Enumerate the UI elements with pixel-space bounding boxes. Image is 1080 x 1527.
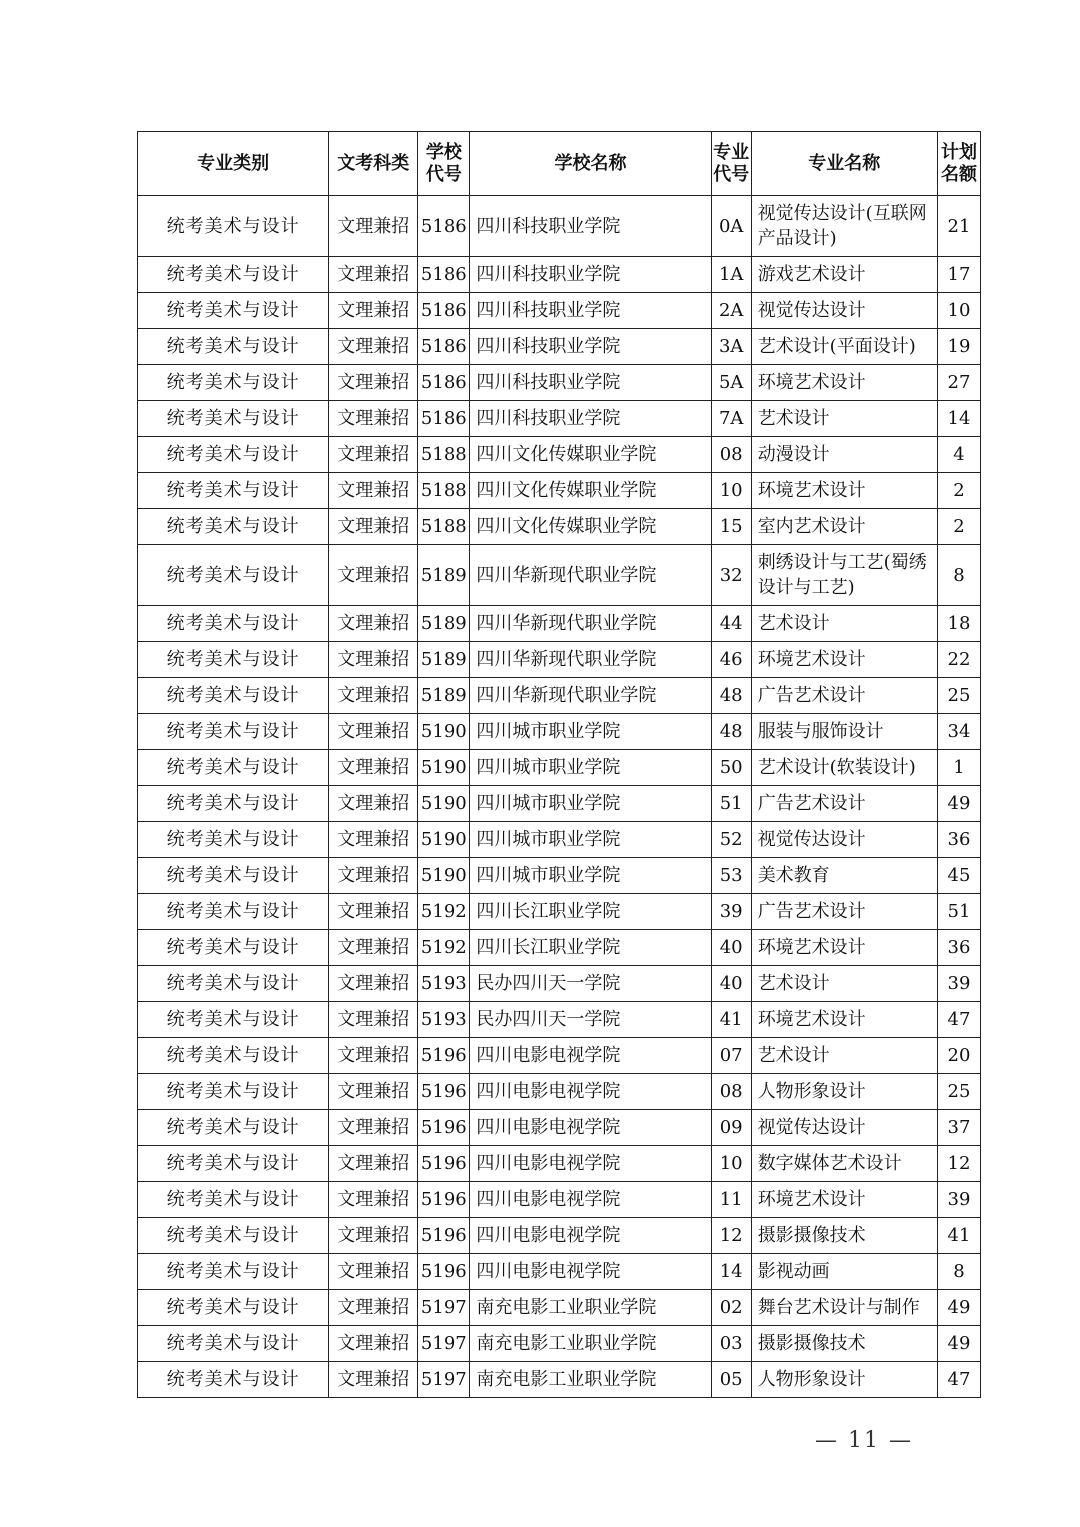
cell-school-code: 5196 xyxy=(418,1146,470,1182)
cell-subject: 文理兼招 xyxy=(329,714,418,750)
cell-school-code: 5190 xyxy=(418,858,470,894)
cell-quota: 14 xyxy=(937,401,980,437)
cell-quota: 25 xyxy=(937,1074,980,1110)
cell-school-name: 四川城市职业学院 xyxy=(470,822,711,858)
cell-category: 统考美术与设计 xyxy=(138,365,329,401)
table-row xyxy=(138,365,981,401)
cell-major-code: 48 xyxy=(711,714,751,750)
cell-quota: 8 xyxy=(937,545,980,606)
cell-category: 统考美术与设计 xyxy=(138,678,329,714)
cell-major-code: 32 xyxy=(711,545,751,606)
cell-subject: 文理兼招 xyxy=(329,545,418,606)
cell-school-name: 四川科技职业学院 xyxy=(470,401,711,437)
cell-category: 统考美术与设计 xyxy=(138,894,329,930)
cell-category: 统考美术与设计 xyxy=(138,750,329,786)
cell-major-code: 7A xyxy=(711,401,751,437)
header-major-code-text: 专业代号 xyxy=(713,141,750,185)
cell-major-code: 41 xyxy=(711,1002,751,1038)
cell-major-name: 刺绣设计与工艺(蜀绣设计与工艺) xyxy=(751,545,937,606)
cell-subject: 文理兼招 xyxy=(329,786,418,822)
cell-quota: 27 xyxy=(937,365,980,401)
cell-school-code: 5188 xyxy=(418,509,470,545)
table-row xyxy=(138,509,981,545)
cell-school-code: 5192 xyxy=(418,930,470,966)
cell-category: 统考美术与设计 xyxy=(138,1326,329,1362)
cell-major-name: 动漫设计 xyxy=(751,437,937,473)
cell-quota: 37 xyxy=(937,1110,980,1146)
cell-school-name: 四川长江职业学院 xyxy=(470,930,711,966)
cell-subject: 文理兼招 xyxy=(329,894,418,930)
cell-subject: 文理兼招 xyxy=(329,1074,418,1110)
cell-school-code: 5188 xyxy=(418,437,470,473)
cell-major-code: 08 xyxy=(711,1074,751,1110)
cell-category: 统考美术与设计 xyxy=(138,1218,329,1254)
cell-subject: 文理兼招 xyxy=(329,606,418,642)
cell-major-code: 15 xyxy=(711,509,751,545)
cell-school-name: 四川城市职业学院 xyxy=(470,786,711,822)
cell-major-name: 视觉传达设计 xyxy=(751,822,937,858)
cell-category: 统考美术与设计 xyxy=(138,606,329,642)
header-subject: 文考科类 xyxy=(329,132,418,196)
cell-major-name: 舞台艺术设计与制作 xyxy=(751,1290,937,1326)
cell-category: 统考美术与设计 xyxy=(138,642,329,678)
cell-school-code: 5197 xyxy=(418,1290,470,1326)
cell-major-name: 美术教育 xyxy=(751,858,937,894)
table-row xyxy=(138,437,981,473)
cell-major-name: 环境艺术设计 xyxy=(751,1182,937,1218)
cell-school-name: 四川科技职业学院 xyxy=(470,257,711,293)
cell-category: 统考美术与设计 xyxy=(138,293,329,329)
cell-major-name: 视觉传达设计(互联网产品设计) xyxy=(751,196,937,257)
table-header-row xyxy=(138,132,981,196)
cell-major-code: 48 xyxy=(711,678,751,714)
cell-major-name: 室内艺术设计 xyxy=(751,509,937,545)
cell-quota: 49 xyxy=(937,1326,980,1362)
cell-quota: 47 xyxy=(937,1362,980,1398)
cell-category: 统考美术与设计 xyxy=(138,509,329,545)
cell-major-name: 环境艺术设计 xyxy=(751,930,937,966)
cell-category: 统考美术与设计 xyxy=(138,786,329,822)
table-row xyxy=(138,606,981,642)
cell-subject: 文理兼招 xyxy=(329,329,418,365)
cell-subject: 文理兼招 xyxy=(329,1146,418,1182)
cell-category: 统考美术与设计 xyxy=(138,329,329,365)
cell-quota: 41 xyxy=(937,1218,980,1254)
cell-category: 统考美术与设计 xyxy=(138,930,329,966)
cell-quota: 10 xyxy=(937,293,980,329)
cell-major-name: 环境艺术设计 xyxy=(751,1002,937,1038)
table-row xyxy=(138,1326,981,1362)
cell-subject: 文理兼招 xyxy=(329,966,418,1002)
cell-subject: 文理兼招 xyxy=(329,257,418,293)
header-major-code xyxy=(711,132,751,196)
cell-school-code: 5186 xyxy=(418,257,470,293)
cell-quota: 17 xyxy=(937,257,980,293)
cell-quota: 51 xyxy=(937,894,980,930)
cell-school-name: 四川电影电视学院 xyxy=(470,1254,711,1290)
cell-school-code: 5189 xyxy=(418,678,470,714)
header-major-name: 专业名称 xyxy=(751,132,937,196)
cell-school-code: 5197 xyxy=(418,1362,470,1398)
cell-subject: 文理兼招 xyxy=(329,1038,418,1074)
cell-major-code: 02 xyxy=(711,1290,751,1326)
cell-major-name: 艺术设计(平面设计) xyxy=(751,329,937,365)
cell-quota: 36 xyxy=(937,822,980,858)
cell-major-code: 52 xyxy=(711,822,751,858)
cell-school-name: 四川电影电视学院 xyxy=(470,1110,711,1146)
cell-school-name: 民办四川天一学院 xyxy=(470,966,711,1002)
cell-category: 统考美术与设计 xyxy=(138,196,329,257)
cell-school-name: 四川电影电视学院 xyxy=(470,1146,711,1182)
cell-major-name: 视觉传达设计 xyxy=(751,1110,937,1146)
cell-quota: 25 xyxy=(937,678,980,714)
cell-school-name: 四川科技职业学院 xyxy=(470,196,711,257)
cell-major-name: 广告艺术设计 xyxy=(751,678,937,714)
cell-subject: 文理兼招 xyxy=(329,930,418,966)
cell-school-code: 5190 xyxy=(418,714,470,750)
cell-subject: 文理兼招 xyxy=(329,401,418,437)
cell-major-name: 艺术设计(软装设计) xyxy=(751,750,937,786)
cell-school-name: 四川华新现代职业学院 xyxy=(470,545,711,606)
table-row xyxy=(138,1038,981,1074)
cell-quota: 2 xyxy=(937,509,980,545)
cell-major-name: 摄影摄像技术 xyxy=(751,1218,937,1254)
cell-school-code: 5196 xyxy=(418,1074,470,1110)
cell-major-code: 10 xyxy=(711,473,751,509)
table-row xyxy=(138,473,981,509)
cell-subject: 文理兼招 xyxy=(329,437,418,473)
cell-major-code: 12 xyxy=(711,1218,751,1254)
cell-subject: 文理兼招 xyxy=(329,1362,418,1398)
cell-quota: 21 xyxy=(937,196,980,257)
cell-major-code: 07 xyxy=(711,1038,751,1074)
cell-major-code: 2A xyxy=(711,293,751,329)
header-school-code xyxy=(418,132,470,196)
table-row xyxy=(138,257,981,293)
cell-category: 统考美术与设计 xyxy=(138,1038,329,1074)
cell-subject: 文理兼招 xyxy=(329,678,418,714)
table-row xyxy=(138,1002,981,1038)
cell-quota: 47 xyxy=(937,1002,980,1038)
cell-subject: 文理兼招 xyxy=(329,642,418,678)
cell-quota: 4 xyxy=(937,437,980,473)
cell-school-code: 5189 xyxy=(418,545,470,606)
cell-school-code: 5196 xyxy=(418,1110,470,1146)
cell-category: 统考美术与设计 xyxy=(138,1110,329,1146)
cell-major-code: 51 xyxy=(711,786,751,822)
cell-school-name: 四川文化传媒职业学院 xyxy=(470,473,711,509)
cell-major-name: 广告艺术设计 xyxy=(751,894,937,930)
table-row xyxy=(138,329,981,365)
table-row xyxy=(138,750,981,786)
cell-school-code: 5197 xyxy=(418,1326,470,1362)
table-row xyxy=(138,545,981,606)
cell-major-code: 50 xyxy=(711,750,751,786)
cell-school-name: 民办四川天一学院 xyxy=(470,1002,711,1038)
cell-major-code: 40 xyxy=(711,930,751,966)
cell-major-name: 艺术设计 xyxy=(751,966,937,1002)
cell-school-name: 四川华新现代职业学院 xyxy=(470,642,711,678)
cell-school-code: 5190 xyxy=(418,822,470,858)
cell-subject: 文理兼招 xyxy=(329,822,418,858)
cell-quota: 36 xyxy=(937,930,980,966)
cell-subject: 文理兼招 xyxy=(329,1290,418,1326)
cell-school-code: 5186 xyxy=(418,293,470,329)
header-school-name: 学校名称 xyxy=(470,132,711,196)
table-row xyxy=(138,1074,981,1110)
cell-school-code: 5192 xyxy=(418,894,470,930)
header-quota xyxy=(937,132,980,196)
table-row xyxy=(138,822,981,858)
cell-major-name: 艺术设计 xyxy=(751,1038,937,1074)
cell-subject: 文理兼招 xyxy=(329,365,418,401)
cell-major-code: 3A xyxy=(711,329,751,365)
cell-school-code: 5190 xyxy=(418,750,470,786)
cell-school-code: 5189 xyxy=(418,606,470,642)
header-category: 专业类别 xyxy=(138,132,329,196)
cell-major-name: 数字媒体艺术设计 xyxy=(751,1146,937,1182)
cell-school-name: 四川城市职业学院 xyxy=(470,714,711,750)
cell-subject: 文理兼招 xyxy=(329,196,418,257)
cell-school-code: 5196 xyxy=(418,1038,470,1074)
cell-category: 统考美术与设计 xyxy=(138,1362,329,1398)
table-row xyxy=(138,858,981,894)
cell-school-code: 5189 xyxy=(418,642,470,678)
cell-subject: 文理兼招 xyxy=(329,1110,418,1146)
header-quota-text: 计划名额 xyxy=(940,141,977,185)
table-row xyxy=(138,1362,981,1398)
cell-subject: 文理兼招 xyxy=(329,1002,418,1038)
cell-major-code: 10 xyxy=(711,1146,751,1182)
cell-quota: 1 xyxy=(937,750,980,786)
cell-quota: 45 xyxy=(937,858,980,894)
cell-major-code: 46 xyxy=(711,642,751,678)
cell-major-code: 1A xyxy=(711,257,751,293)
cell-school-code: 5196 xyxy=(418,1254,470,1290)
table-row xyxy=(138,894,981,930)
cell-school-name: 四川城市职业学院 xyxy=(470,858,711,894)
cell-school-code: 5193 xyxy=(418,1002,470,1038)
cell-major-name: 环境艺术设计 xyxy=(751,473,937,509)
cell-category: 统考美术与设计 xyxy=(138,714,329,750)
cell-major-name: 人物形象设计 xyxy=(751,1362,937,1398)
cell-subject: 文理兼招 xyxy=(329,1254,418,1290)
cell-major-name: 游戏艺术设计 xyxy=(751,257,937,293)
cell-subject: 文理兼招 xyxy=(329,293,418,329)
cell-school-name: 四川城市职业学院 xyxy=(470,750,711,786)
cell-school-code: 5186 xyxy=(418,329,470,365)
table-row xyxy=(138,1110,981,1146)
cell-major-code: 08 xyxy=(711,437,751,473)
cell-major-name: 视觉传达设计 xyxy=(751,293,937,329)
cell-category: 统考美术与设计 xyxy=(138,1074,329,1110)
cell-school-code: 5186 xyxy=(418,365,470,401)
table-row xyxy=(138,1146,981,1182)
cell-school-name: 四川电影电视学院 xyxy=(470,1074,711,1110)
cell-category: 统考美术与设计 xyxy=(138,1146,329,1182)
cell-subject: 文理兼招 xyxy=(329,1218,418,1254)
page-number: — 11 — xyxy=(815,1428,913,1453)
cell-school-code: 5190 xyxy=(418,786,470,822)
cell-major-code: 53 xyxy=(711,858,751,894)
cell-major-code: 40 xyxy=(711,966,751,1002)
cell-subject: 文理兼招 xyxy=(329,509,418,545)
table-row xyxy=(138,1290,981,1326)
cell-quota: 34 xyxy=(937,714,980,750)
cell-subject: 文理兼招 xyxy=(329,1326,418,1362)
cell-category: 统考美术与设计 xyxy=(138,437,329,473)
cell-category: 统考美术与设计 xyxy=(138,545,329,606)
table-body xyxy=(138,196,981,1398)
cell-subject: 文理兼招 xyxy=(329,1182,418,1218)
table-row xyxy=(138,196,981,257)
table-row xyxy=(138,1218,981,1254)
table-row xyxy=(138,786,981,822)
cell-major-code: 14 xyxy=(711,1254,751,1290)
enrollment-plan-table xyxy=(137,131,981,1398)
cell-school-name: 四川文化传媒职业学院 xyxy=(470,509,711,545)
cell-major-code: 05 xyxy=(711,1362,751,1398)
cell-school-name: 四川科技职业学院 xyxy=(470,329,711,365)
header-school-code-text: 学校代号 xyxy=(425,141,462,185)
cell-category: 统考美术与设计 xyxy=(138,966,329,1002)
cell-quota: 39 xyxy=(937,966,980,1002)
cell-category: 统考美术与设计 xyxy=(138,401,329,437)
cell-school-name: 四川科技职业学院 xyxy=(470,293,711,329)
cell-school-code: 5186 xyxy=(418,401,470,437)
cell-major-name: 服装与服饰设计 xyxy=(751,714,937,750)
cell-category: 统考美术与设计 xyxy=(138,1182,329,1218)
cell-subject: 文理兼招 xyxy=(329,858,418,894)
cell-major-code: 03 xyxy=(711,1326,751,1362)
cell-major-name: 艺术设计 xyxy=(751,606,937,642)
table-row xyxy=(138,966,981,1002)
cell-school-name: 四川电影电视学院 xyxy=(470,1038,711,1074)
cell-subject: 文理兼招 xyxy=(329,473,418,509)
cell-quota: 20 xyxy=(937,1038,980,1074)
cell-subject: 文理兼招 xyxy=(329,750,418,786)
cell-school-name: 南充电影工业职业学院 xyxy=(470,1326,711,1362)
cell-category: 统考美术与设计 xyxy=(138,822,329,858)
cell-category: 统考美术与设计 xyxy=(138,858,329,894)
cell-major-name: 广告艺术设计 xyxy=(751,786,937,822)
cell-major-name: 艺术设计 xyxy=(751,401,937,437)
cell-school-name: 四川电影电视学院 xyxy=(470,1218,711,1254)
cell-school-code: 5196 xyxy=(418,1218,470,1254)
cell-quota: 22 xyxy=(937,642,980,678)
cell-category: 统考美术与设计 xyxy=(138,473,329,509)
table-row xyxy=(138,293,981,329)
cell-category: 统考美术与设计 xyxy=(138,1254,329,1290)
cell-major-code: 44 xyxy=(711,606,751,642)
cell-school-name: 南充电影工业职业学院 xyxy=(470,1290,711,1326)
cell-major-name: 摄影摄像技术 xyxy=(751,1326,937,1362)
table-row xyxy=(138,1254,981,1290)
cell-major-code: 0A xyxy=(711,196,751,257)
table-row xyxy=(138,642,981,678)
cell-major-code: 09 xyxy=(711,1110,751,1146)
cell-major-name: 影视动画 xyxy=(751,1254,937,1290)
cell-quota: 18 xyxy=(937,606,980,642)
cell-school-code: 5196 xyxy=(418,1182,470,1218)
table-row xyxy=(138,401,981,437)
table-row xyxy=(138,714,981,750)
cell-category: 统考美术与设计 xyxy=(138,1002,329,1038)
cell-major-name: 环境艺术设计 xyxy=(751,642,937,678)
cell-school-name: 四川文化传媒职业学院 xyxy=(470,437,711,473)
cell-school-name: 四川华新现代职业学院 xyxy=(470,678,711,714)
cell-quota: 2 xyxy=(937,473,980,509)
cell-school-name: 四川科技职业学院 xyxy=(470,365,711,401)
cell-quota: 49 xyxy=(937,1290,980,1326)
cell-category: 统考美术与设计 xyxy=(138,257,329,293)
cell-major-name: 环境艺术设计 xyxy=(751,365,937,401)
table-row xyxy=(138,678,981,714)
cell-quota: 49 xyxy=(937,786,980,822)
cell-major-code: 5A xyxy=(711,365,751,401)
cell-major-code: 39 xyxy=(711,894,751,930)
cell-quota: 39 xyxy=(937,1182,980,1218)
cell-major-name: 人物形象设计 xyxy=(751,1074,937,1110)
cell-school-name: 南充电影工业职业学院 xyxy=(470,1362,711,1398)
cell-quota: 19 xyxy=(937,329,980,365)
cell-school-code: 5188 xyxy=(418,473,470,509)
cell-major-code: 11 xyxy=(711,1182,751,1218)
cell-school-name: 四川长江职业学院 xyxy=(470,894,711,930)
cell-quota: 8 xyxy=(937,1254,980,1290)
cell-quota: 12 xyxy=(937,1146,980,1182)
cell-school-name: 四川电影电视学院 xyxy=(470,1182,711,1218)
table-row xyxy=(138,1182,981,1218)
cell-school-code: 5186 xyxy=(418,196,470,257)
cell-school-name: 四川华新现代职业学院 xyxy=(470,606,711,642)
cell-school-code: 5193 xyxy=(418,966,470,1002)
cell-category: 统考美术与设计 xyxy=(138,1290,329,1326)
table-row xyxy=(138,930,981,966)
